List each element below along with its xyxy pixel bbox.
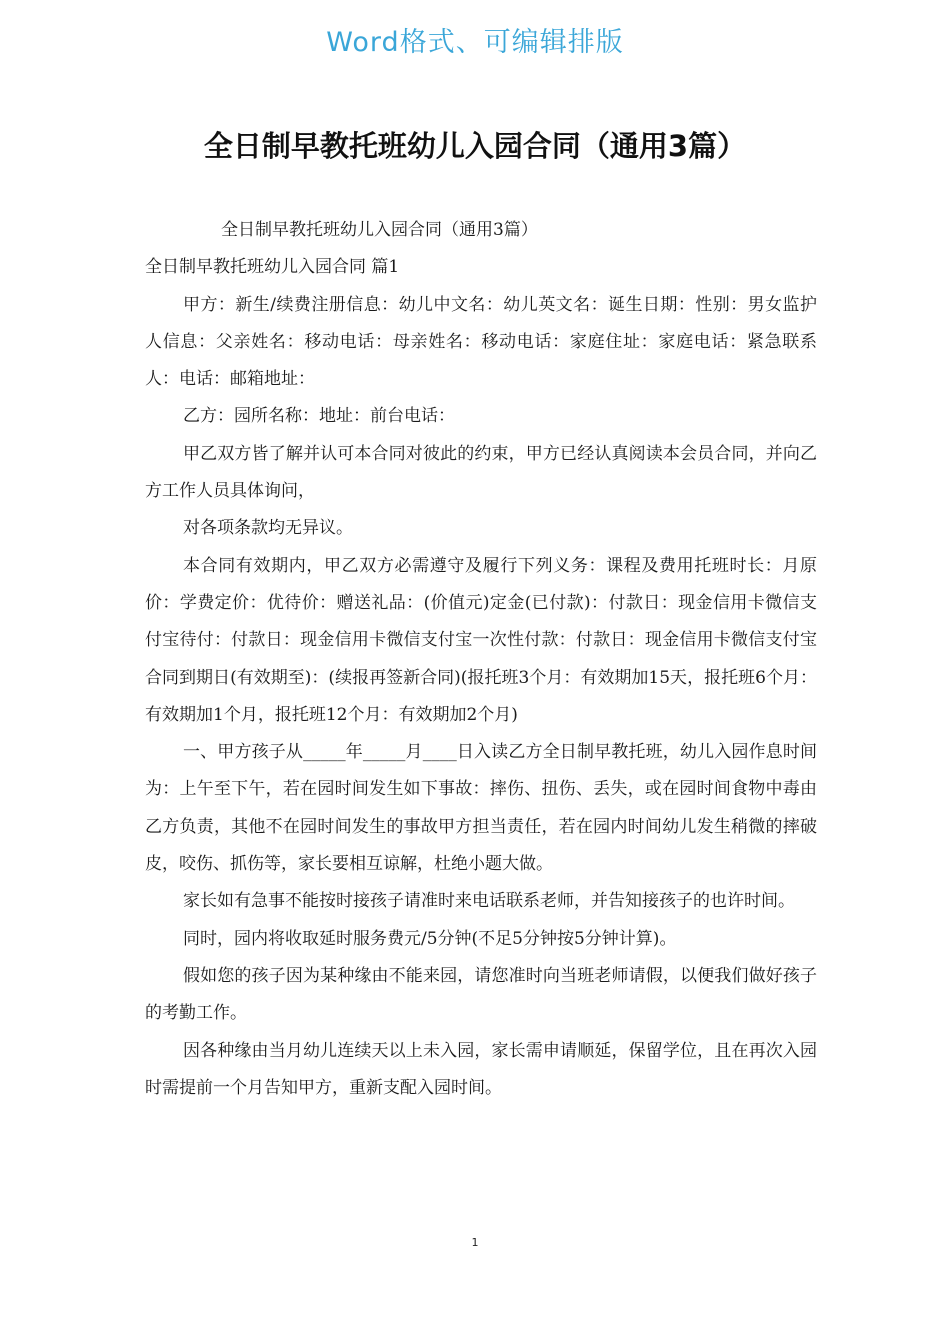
paragraph-leave: 假如您的孩子因为某种缘由不能来园，请您准时向当班老师请假，以便我们做好孩子的考勤工作。 — [145, 965, 817, 1024]
paragraph-party-a: 甲方：新生/续费注册信息：幼儿中文名：幼儿英文名：诞生日期：性别：男女监护人信息：父亲姓名：移动电话：母亲姓名：移动电话：家庭住址：家庭电话：紧急联系人：电话：邮箱地址： — [145, 294, 817, 390]
header-banner: Word格式、可编辑排版 — [326, 27, 624, 58]
paragraph-clause-1: 一、甲方孩子从_____年_____月____日入读乙方全日制早教托班，幼儿入园作息时间为：上午至下午，若在园时间发生如下事故：摔伤、扭伤、丢失，或在园时间食物中毒由乙方负责，其他不在园时间发生的事故甲方担当责任，若在园内时间幼儿发生稍微的摔破皮，咬伤、抓伤等，家长要相互谅解，杜绝小题大做。 — [145, 742, 817, 875]
document-title: 全日制早教托班幼儿入园合同（通用3篇） — [203, 129, 747, 163]
section-heading: 全日制早教托班幼儿入园合同 篇1 — [145, 257, 400, 278]
paragraph-party-b: 乙方：园所名称：地址：前台电话： — [183, 406, 455, 427]
paragraph-late-fee: 同时，园内将收取延时服务费元/5分钟(不足5分钟按5分钟计算)。 — [183, 928, 677, 949]
paragraph-obligations: 本合同有效期内，甲乙双方必需遵守及履行下列义务：课程及费用托班时长：月原价：学费定价：优待价：赠送礼品：(价值元)定金(已付款)：付款日：现金信用卡微信支付宝待付：付款日：现金信用卡微信支付宝一次性付款：付款日：现金信用卡微信支付宝合同到期日(有效期至)：(续报再签新合同)(报托班3个月：有效期加15天，报托班6个月：有效期加1个月，报托班12个月：有效期加2个月) — [145, 555, 817, 725]
paragraph-absence: 因各种缘由当月幼儿连续天以上未入园，家长需申请顺延，保留学位，且在再次入园时需提前一个月告知甲方，重新支配入园时间。 — [145, 1040, 817, 1098]
paragraph-no-objection: 对各项条款均无异议。 — [183, 518, 353, 539]
paragraph-agreement: 甲乙双方皆了解并认可本合同对彼此的约束，甲方已经认真阅读本会员合同，并向乙方工作人员具体询问， — [145, 443, 817, 502]
page-number: 1 — [471, 1236, 479, 1249]
paragraph-pickup: 家长如有急事不能按时接孩子请准时来电话联系老师，并告知接孩子的也许时间。 — [183, 891, 795, 912]
document-subtitle: 全日制早教托班幼儿入园合同（通用3篇） — [221, 220, 538, 240]
document-body — [145, 212, 817, 1107]
